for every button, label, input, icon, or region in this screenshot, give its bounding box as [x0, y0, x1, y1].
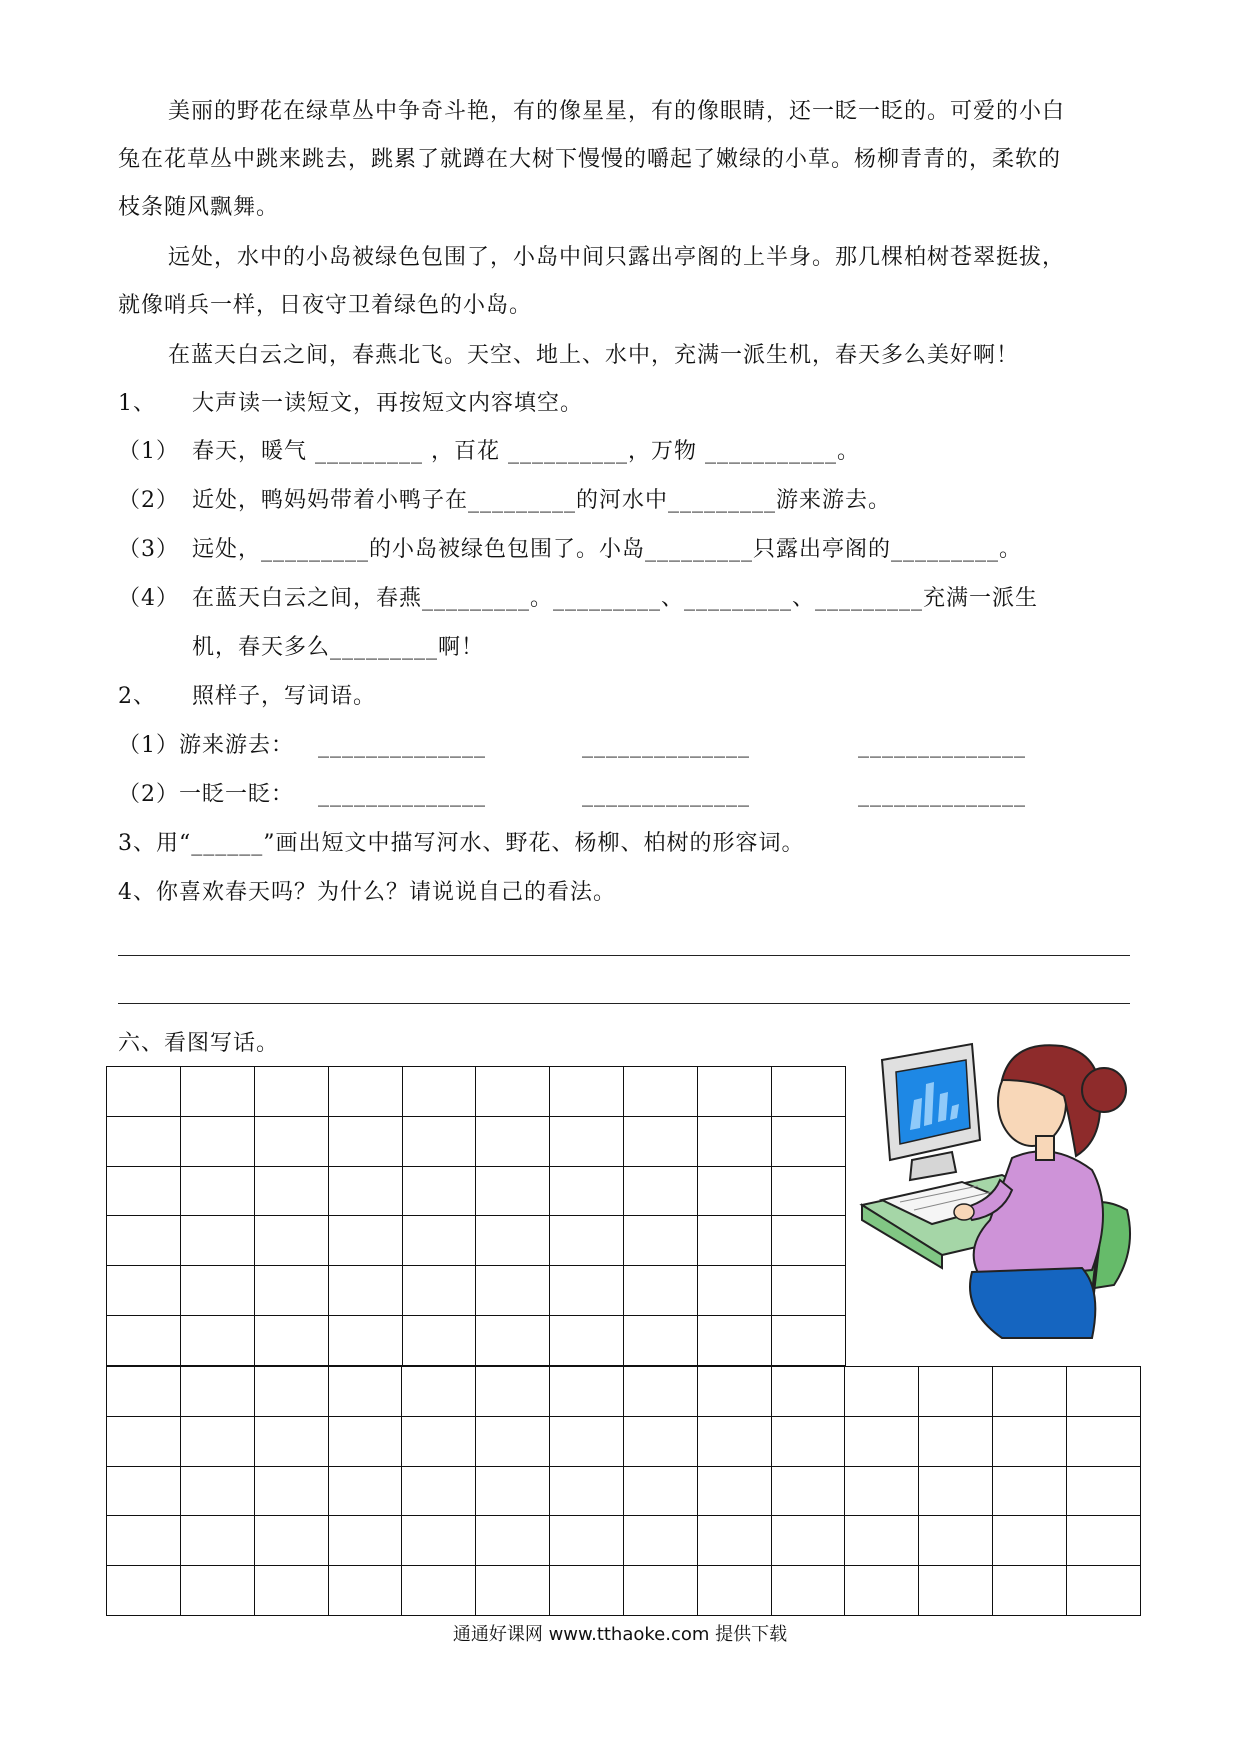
grid-cell [180, 1566, 254, 1616]
grid-cell [845, 1566, 919, 1616]
grid-cell [919, 1416, 993, 1466]
grid-row [107, 1067, 846, 1117]
grid-cell [328, 1367, 402, 1417]
item-text: 春天，暖气 _________ ，百花 __________，万物 ___________。 [192, 439, 860, 464]
grid-cell [328, 1266, 402, 1316]
grid-cell [1066, 1367, 1140, 1417]
grid-cell [180, 1516, 254, 1566]
grid-row [107, 1566, 1141, 1616]
grid-cell [328, 1216, 402, 1266]
passage-line: 美丽的野花在绿草丛中争奇斗艳，有的像星星，有的像眼睛，还一眨一眨的。可爱的小白 [168, 99, 1066, 124]
grid-cell [107, 1316, 181, 1366]
q1-item-4 [118, 575, 1138, 623]
grid-cell [328, 1316, 402, 1366]
grid-cell [1066, 1516, 1140, 1566]
grid-cell [623, 1566, 697, 1616]
blank-line: ______________ [318, 733, 486, 758]
grid-cell [771, 1466, 845, 1516]
grid-row [107, 1466, 1141, 1516]
grid-cell [107, 1116, 181, 1166]
grid-cell [328, 1466, 402, 1516]
grid-cell [180, 1216, 254, 1266]
passage-line: 兔在花草丛中跳来跳去，跳累了就蹲在大树下慢慢的嚼起了嫩绿的小草。杨柳青青的，柔软的 [118, 147, 1062, 172]
grid-cell [550, 1466, 624, 1516]
grid-cell [624, 1067, 698, 1117]
grid-cell [771, 1516, 845, 1566]
blank-line: ______________ [582, 782, 750, 807]
grid-cell [845, 1416, 919, 1466]
item-number: （4） [118, 586, 179, 611]
grid-cell [402, 1316, 476, 1366]
grid-cell [254, 1067, 328, 1117]
grid-cell [402, 1516, 476, 1566]
grid-cell [107, 1067, 181, 1117]
grid-cell [771, 1416, 845, 1466]
grid-cell [254, 1266, 328, 1316]
grid-cell [772, 1216, 846, 1266]
question-1 [118, 380, 1138, 428]
grid-cell [476, 1316, 550, 1366]
grid-cell [180, 1166, 254, 1216]
grid-cell [993, 1516, 1067, 1566]
grid-cell [697, 1416, 771, 1466]
grid-cell [993, 1367, 1067, 1417]
grid-row [107, 1166, 846, 1216]
grid-cell [476, 1166, 550, 1216]
grid-cell [772, 1166, 846, 1216]
grid-cell [919, 1466, 993, 1516]
q1-item-1 [118, 428, 1138, 476]
grid-cell [180, 1416, 254, 1466]
grid-cell [476, 1216, 550, 1266]
grid-cell [402, 1067, 476, 1117]
passage-line: 就像哨兵一样，日夜守卫着绿色的小岛。 [118, 293, 533, 318]
grid-cell [550, 1067, 624, 1117]
grid-cell [772, 1116, 846, 1166]
grid-cell [550, 1416, 624, 1466]
grid-cell [772, 1316, 846, 1366]
grid-cell [550, 1216, 624, 1266]
answer-line [118, 955, 1130, 956]
grid-cell [402, 1116, 476, 1166]
grid-cell [624, 1316, 698, 1366]
grid-cell [476, 1516, 550, 1566]
grid-cell [107, 1216, 181, 1266]
grid-cell [697, 1516, 771, 1566]
passage-line: 远处，水中的小岛被绿色包围了，小岛中间只露出亭阁的上半身。那几棵柏树苍翠挺拔， [168, 245, 1066, 270]
grid-cell [254, 1416, 328, 1466]
question-text: 大声读一读短文，再按短文内容填空。 [192, 391, 584, 416]
grid-cell [254, 1367, 328, 1417]
grid-cell [550, 1116, 624, 1166]
question-text: 照样子，写词语。 [192, 684, 377, 709]
grid-cell [180, 1316, 254, 1366]
grid-row [107, 1516, 1141, 1566]
grid-cell [919, 1367, 993, 1417]
row-label: （1）游来游去： [118, 733, 294, 758]
grid-cell [402, 1466, 476, 1516]
grid-cell [402, 1216, 476, 1266]
grid-cell [845, 1367, 919, 1417]
row-label: （2）一眨一眨： [118, 782, 294, 807]
grid-cell [476, 1566, 550, 1616]
passage-line: 在蓝天白云之间，春燕北飞。天空、地上、水中，充满一派生机，春天多么美好啊！ [168, 343, 1020, 368]
grid-cell [254, 1316, 328, 1366]
grid-cell [772, 1067, 846, 1117]
grid-cell [771, 1566, 845, 1616]
grid-cell [772, 1266, 846, 1316]
grid-cell [550, 1367, 624, 1417]
grid-cell [698, 1266, 772, 1316]
grid-cell [328, 1116, 402, 1166]
item-text: 近处，鸭妈妈带着小鸭子在_________的河水中_________游来游去。 [192, 488, 892, 513]
grid-cell [476, 1367, 550, 1417]
grid-cell [698, 1067, 772, 1117]
grid-cell [476, 1466, 550, 1516]
grid-cell [623, 1416, 697, 1466]
q2-row-2 [118, 771, 1138, 819]
grid-cell [107, 1166, 181, 1216]
grid-cell [771, 1367, 845, 1417]
grid-row [107, 1266, 846, 1316]
question-4: 4、你喜欢春天吗？为什么？请说说自己的看法。 [118, 880, 616, 905]
grid-cell [1066, 1566, 1140, 1616]
grid-cell [624, 1116, 698, 1166]
passage-line: 枝条随风飘舞。 [118, 195, 280, 220]
woman-at-computer-icon [852, 1040, 1144, 1340]
grid-cell [107, 1566, 181, 1616]
grid-cell [402, 1566, 476, 1616]
grid-cell [697, 1367, 771, 1417]
grid-cell [328, 1067, 402, 1117]
grid-cell [254, 1466, 328, 1516]
writing-grid-lower [106, 1366, 1141, 1616]
grid-cell [919, 1516, 993, 1566]
grid-cell [180, 1367, 254, 1417]
grid-cell [919, 1566, 993, 1616]
blank-line: ______________ [858, 733, 1026, 758]
grid-cell [328, 1516, 402, 1566]
q1-item-3 [118, 526, 1138, 574]
grid-cell [550, 1566, 624, 1616]
section-6-title: 六、看图写话。 [118, 1031, 280, 1056]
grid-cell [550, 1166, 624, 1216]
grid-row [107, 1216, 846, 1266]
footer-text: 通通好课网 www.tthaoke.com 提供下载 [452, 1624, 788, 1645]
grid-cell [697, 1566, 771, 1616]
grid-cell [993, 1416, 1067, 1466]
grid-cell [476, 1116, 550, 1166]
grid-cell [254, 1216, 328, 1266]
grid-cell [623, 1466, 697, 1516]
q1-item-2 [118, 477, 1138, 525]
grid-cell [993, 1566, 1067, 1616]
grid-cell [623, 1516, 697, 1566]
grid-cell [180, 1466, 254, 1516]
grid-cell [845, 1516, 919, 1566]
grid-row [107, 1316, 846, 1366]
grid-cell [1066, 1416, 1140, 1466]
grid-cell [402, 1166, 476, 1216]
item-text: 在蓝天白云之间，春燕_________。_________、_________、_________充满一派生 [192, 586, 1039, 611]
grid-cell [180, 1067, 254, 1117]
grid-cell [254, 1166, 328, 1216]
grid-cell [328, 1416, 402, 1466]
grid-cell [402, 1416, 476, 1466]
grid-cell [476, 1266, 550, 1316]
grid-cell [698, 1316, 772, 1366]
grid-cell [476, 1416, 550, 1466]
grid-cell [402, 1367, 476, 1417]
grid-cell [180, 1116, 254, 1166]
item-number: （3） [118, 537, 179, 562]
question-number: 2、 [118, 684, 156, 709]
grid-cell [698, 1116, 772, 1166]
grid-cell [550, 1516, 624, 1566]
grid-cell [254, 1116, 328, 1166]
item-number: （2） [118, 488, 179, 513]
grid-cell [328, 1566, 402, 1616]
grid-cell [993, 1466, 1067, 1516]
question-number: 1、 [118, 391, 156, 416]
grid-cell [180, 1266, 254, 1316]
item-text: 远处，_________的小岛被绿色包围了。小岛_________只露出亭阁的_________。 [192, 537, 1023, 562]
grid-cell [698, 1166, 772, 1216]
grid-row [107, 1116, 846, 1166]
grid-cell [402, 1266, 476, 1316]
question-2 [118, 673, 1138, 721]
blank-line: ______________ [582, 733, 750, 758]
grid-cell [328, 1166, 402, 1216]
grid-row [107, 1367, 1141, 1417]
grid-cell [254, 1566, 328, 1616]
grid-cell [1066, 1466, 1140, 1516]
grid-cell [845, 1466, 919, 1516]
grid-cell [624, 1216, 698, 1266]
grid-cell [107, 1367, 181, 1417]
grid-cell [697, 1466, 771, 1516]
grid-cell [623, 1367, 697, 1417]
answer-line [118, 1003, 1130, 1004]
grid-cell [550, 1266, 624, 1316]
grid-cell [624, 1166, 698, 1216]
item-number: （1） [118, 439, 179, 464]
grid-cell [107, 1466, 181, 1516]
grid-cell [107, 1516, 181, 1566]
blank-line: ______________ [858, 782, 1026, 807]
grid-cell [107, 1416, 181, 1466]
q2-row-1 [118, 722, 1138, 770]
grid-cell [624, 1266, 698, 1316]
grid-cell [254, 1516, 328, 1566]
grid-cell [107, 1266, 181, 1316]
q1-item-4-continued: 机，春天多么_________啊！ [192, 635, 485, 660]
blank-line: ______________ [318, 782, 486, 807]
writing-grid-upper [106, 1066, 846, 1366]
grid-cell [476, 1067, 550, 1117]
grid-row [107, 1416, 1141, 1466]
grid-cell [698, 1216, 772, 1266]
question-3: 3、用“______”画出短文中描写河水、野花、杨柳、柏树的形容词。 [118, 831, 805, 856]
grid-cell [550, 1316, 624, 1366]
